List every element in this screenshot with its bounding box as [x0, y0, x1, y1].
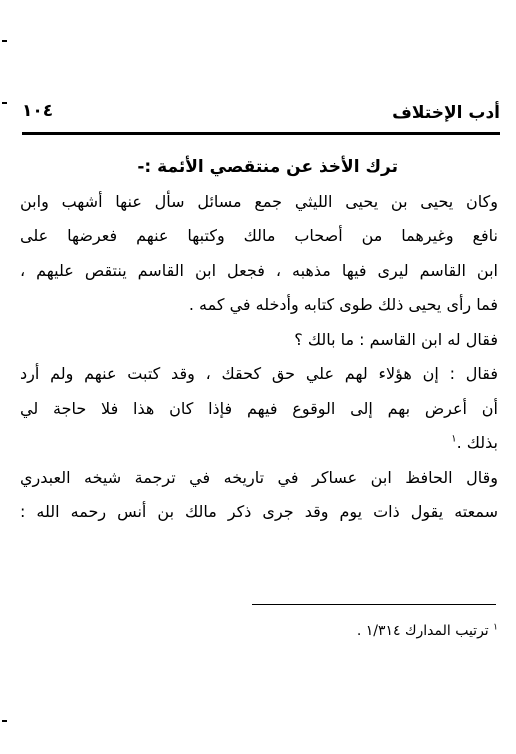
paragraph-line-8-text: بذلك . — [456, 433, 498, 452]
section-heading: ترك الأخذ عن منتقصي الأئمة :- — [137, 157, 398, 177]
paragraph-line-3: ابن القاسم ليرى فيها مذهبه ، فجعل ابن القاسم ينتقص عليهم ، — [20, 260, 498, 280]
footnote-text: ترتيب المدارك ١/٣١٤ . — [356, 623, 489, 639]
footnote-marker: ١ — [493, 622, 498, 633]
paragraph-line-10: سمعته يقول ذات يوم وقد جرى ذكر مالك بن أنس رحمه الله : — [20, 502, 498, 521]
paragraph-line-4: فما رأى يحيى ذلك طوى كتابه وأدخله في كمه . — [188, 295, 498, 314]
paragraph-line-8 — [20, 426, 498, 461]
footnote-rule — [252, 604, 496, 605]
paragraph-line-6: فقال : إن هؤلاء لهم علي حق كحقك ، وقد كتبت عنهم ولم أرد — [20, 364, 498, 383]
footnote — [20, 620, 498, 642]
footnote-reference: ١ — [451, 433, 457, 445]
page-header — [22, 96, 500, 130]
header-rule — [22, 132, 500, 135]
margin-mark-bottom — [2, 720, 7, 722]
paragraph-line-1: وكان يحيى بن يحيى الليثي جمع مسائل سأل عنها أشهب وابن — [20, 191, 498, 211]
running-title: أدب الإختلاف — [392, 103, 500, 123]
margin-mark-top — [2, 40, 7, 42]
body-text — [20, 150, 498, 530]
margin-mark-header — [2, 102, 7, 104]
paragraph-line-2: نافع وغيرهما من أصحاب مالك وكتبها عنهم فعرضها على — [20, 226, 498, 245]
paragraph-line-5: فقال له ابن القاسم : ما بالك ؟ — [294, 329, 498, 349]
page-number: ١٠٤ — [22, 101, 54, 121]
paragraph-line-9: وقال الحافظ ابن عساكر في تاريخه في ترجمة شيخه العبدري — [20, 467, 498, 487]
paragraph-line-7: أن أعرض بهم إلى الوقوع فيهم فإذا كان هذا فلا حاجة لي — [20, 398, 498, 418]
